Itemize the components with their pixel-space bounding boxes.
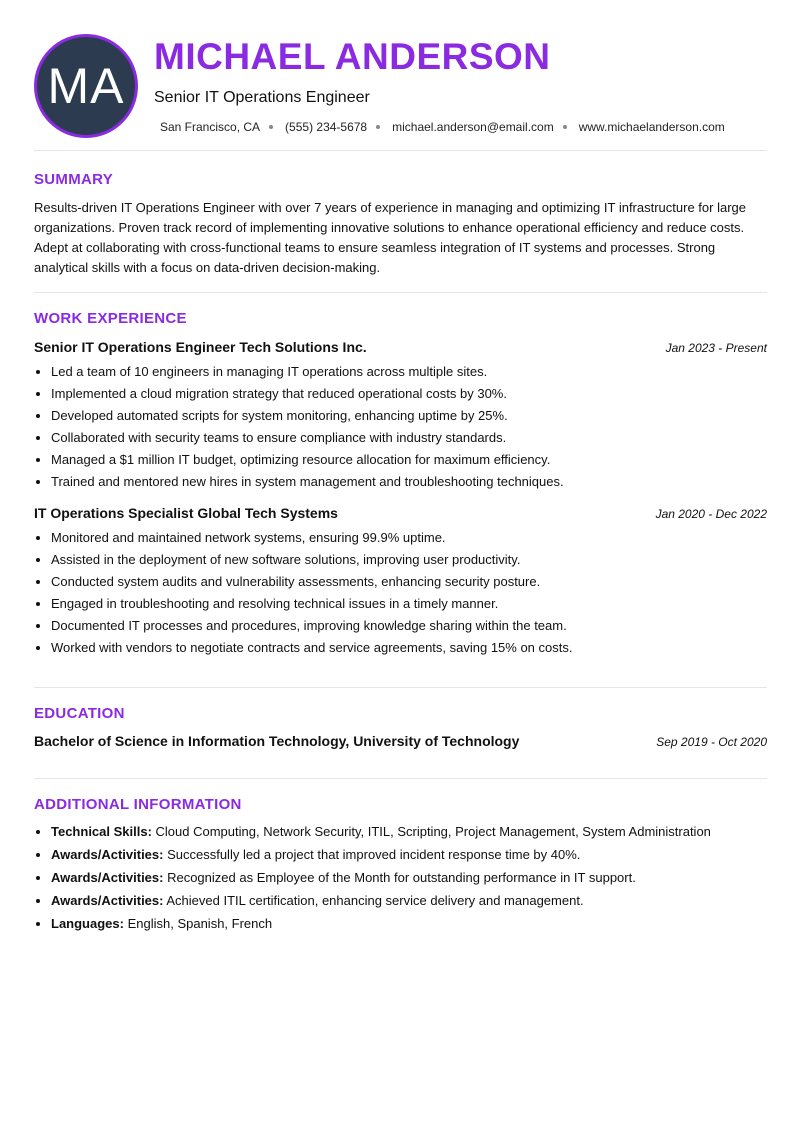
list-item: • Trained and mentored new hires in system management and troubleshooting techniques. [51,471,767,493]
list-item: • Implemented a cloud migration strategy that reduced operational costs by 30%. [51,383,767,405]
contact-location: San Francisco, CA [160,120,261,134]
list-item [51,890,767,912]
avatar-initials: MA [47,58,125,114]
additional-list [34,821,767,935]
item-label: Awards/Activities: [51,847,164,862]
job-header [34,505,767,521]
contact-info [160,120,725,134]
summary-heading: SUMMARY [34,171,114,188]
list-item: • Managed a $1 million IT budget, optimizing resource allocation for maximum efficiency. [51,449,767,471]
summary-text: Results-driven IT Operations Engineer with over 7 years of experience in managing and optimizing IT infrastructure for large organizations. Proven track record of implementing innovative solutions to enhance operational efficiency and reduce costs. Adept at collaborating with cross-functional teams to ensure seamless integration of IT systems and processes. Strong analytical skills with a focus on data-driven decision-making. [34,200,746,275]
summary-section [34,151,767,293]
list-item: • Assisted in the deployment of new software solutions, improving user productivity. [51,549,767,571]
item-label: Awards/Activities: [51,870,164,885]
list-item [51,913,767,935]
item-text: English, Spanish, French [123,916,273,931]
list-item [51,844,767,866]
separator-dot-icon [376,125,380,129]
job-title: IT Operations Specialist Global Tech Systems [34,505,338,521]
list-item: • Conducted system audits and vulnerability assessments, enhancing security posture. [51,571,767,593]
degree-title: Bachelor of Science in Information Technology, University of Technology [34,733,520,749]
resume-header [34,0,767,151]
item-text: Achieved ITIL certification, enhancing service delivery and management. [163,893,584,908]
item-label: Languages: [51,916,124,931]
list-item: • Engaged in troubleshooting and resolving technical issues in a timely manner. [51,593,767,615]
avatar [34,34,138,138]
resume-page [34,0,767,936]
education-heading: EDUCATION [34,705,125,722]
item-label: Technical Skills: [51,824,152,839]
contact-email[interactable]: michael.anderson@email.com [392,120,554,134]
item-text: Successfully led a project that improved incident response time by 40%. [163,847,581,862]
candidate-title: Senior IT Operations Engineer [154,89,370,106]
item-text: Cloud Computing, Network Security, ITIL, Scripting, Project Management, System Administration [151,824,711,839]
separator-dot-icon [563,125,567,129]
list-item: • Developed automated scripts for system monitoring, enhancing uptime by 25%. [51,405,767,427]
work-heading: WORK EXPERIENCE [34,310,187,327]
item-label: Awards/Activities: [51,893,164,908]
job-date: Jan 2023 - Present [665,341,767,355]
list-item: • Collaborated with security teams to ensure compliance with industry standards. [51,427,767,449]
education-entry [34,733,767,749]
list-item [51,867,767,889]
separator-dot-icon [269,125,273,129]
job-bullets [34,527,767,659]
job-header [34,339,767,355]
education-date: Sep 2019 - Oct 2020 [656,735,767,749]
education-section [34,688,767,779]
job-title: Senior IT Operations Engineer Tech Solutions Inc. [34,339,367,355]
candidate-name: MICHAEL ANDERSON [154,36,551,77]
item-text: Recognized as Employee of the Month for outstanding performance in IT support. [163,870,636,885]
additional-heading: ADDITIONAL INFORMATION [34,796,242,813]
work-experience-section [34,293,767,688]
job-bullets [34,361,767,493]
list-item: • Documented IT processes and procedures, improving knowledge sharing within the team. [51,615,767,637]
job-date: Jan 2020 - Dec 2022 [655,507,767,521]
list-item: • Monitored and maintained network systems, ensuring 99.9% uptime. [51,527,767,549]
list-item [51,821,767,843]
list-item: • Led a team of 10 engineers in managing IT operations across multiple sites. [51,361,767,383]
additional-info-section [34,779,767,935]
list-item: • Worked with vendors to negotiate contracts and service agreements, saving 15% on costs. [51,637,767,659]
contact-phone: (555) 234-5678 [285,120,368,134]
contact-website[interactable]: www.michaelanderson.com [578,120,725,134]
